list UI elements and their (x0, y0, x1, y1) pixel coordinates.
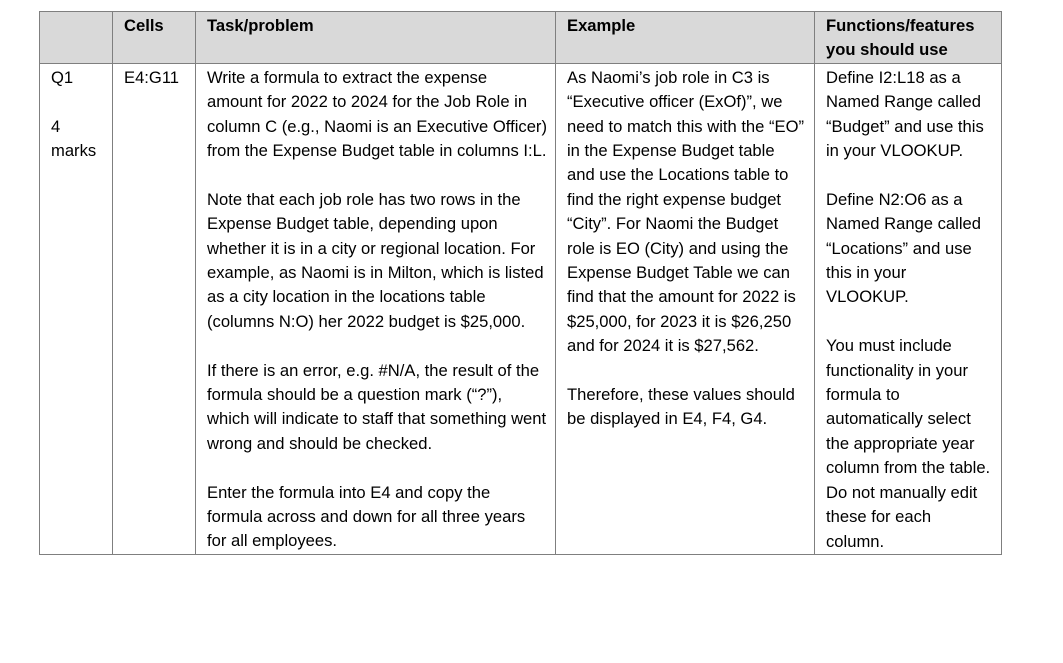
header-task: Task/problem (196, 12, 556, 64)
marks-value: 4 (51, 116, 61, 136)
task-paragraph-2: Note that each job role has two rows in the Expense Budget table, depending upon whether it is in a city or regional location. For example, as Naomi is in Milton, which is listed as a city location in the locations table (columns N:O) her 2022 budget is $25,000. (207, 189, 544, 331)
header-question (40, 12, 113, 64)
example-cell (556, 63, 815, 554)
question-number: Q1 (51, 67, 74, 87)
header-example: Example (556, 12, 815, 64)
example-paragraph-1: As Naomi’s job role in C3 is “Executive officer (ExOf)”, we need to match this with the “EO” in the Expense Budget table and use the Locations table to find the right expense budget “City”. For Naomi the Budget role is EO (City) and using the Expense Budget Table we can find that the amount for 2022 is $25,000, for 2023 it is $26,250 and for 2024 it is $27,562. (567, 67, 805, 356)
header-cells: Cells (113, 12, 196, 64)
task-paragraph-1: Write a formula to extract the expense amount for 2022 to 2024 for the Job Role in column C (e.g., Naomi is an Executive Officer) from the Expense Budget table in columns I:L. (207, 67, 547, 161)
example-paragraph-2: Therefore, these values should be displayed in E4, F4, G4. (567, 385, 795, 429)
cells-range: E4:G11 (113, 63, 196, 554)
question-row (40, 63, 1002, 554)
header-row (40, 12, 1002, 64)
functions-paragraph-1: Define I2:L18 as a Named Range called “Budget” and use this in your VLOOKUP. (826, 67, 984, 161)
assignment-table (39, 11, 1002, 555)
marks-label: marks (51, 141, 97, 161)
functions-cell (815, 63, 1002, 554)
task-cell (196, 63, 556, 554)
task-paragraph-4: Enter the formula into E4 and copy the formula across and down for all three years for all employees. (207, 482, 526, 551)
header-functions: Functions/features you should use (815, 12, 1002, 64)
functions-paragraph-2: Define N2:O6 as a Named Range called “Locations” and use this in your VLOOKUP. (826, 189, 981, 307)
task-paragraph-3: If there is an error, e.g. #N/A, the result of the formula should be a question mark (“?”), which will indicate to staff that something went wrong and should be checked. (207, 360, 547, 453)
question-cell (40, 63, 113, 554)
functions-paragraph-3: You must include functionality in your formula to automatically select the appropriate year column from the table. Do not manually edit these for each column. (826, 336, 991, 551)
